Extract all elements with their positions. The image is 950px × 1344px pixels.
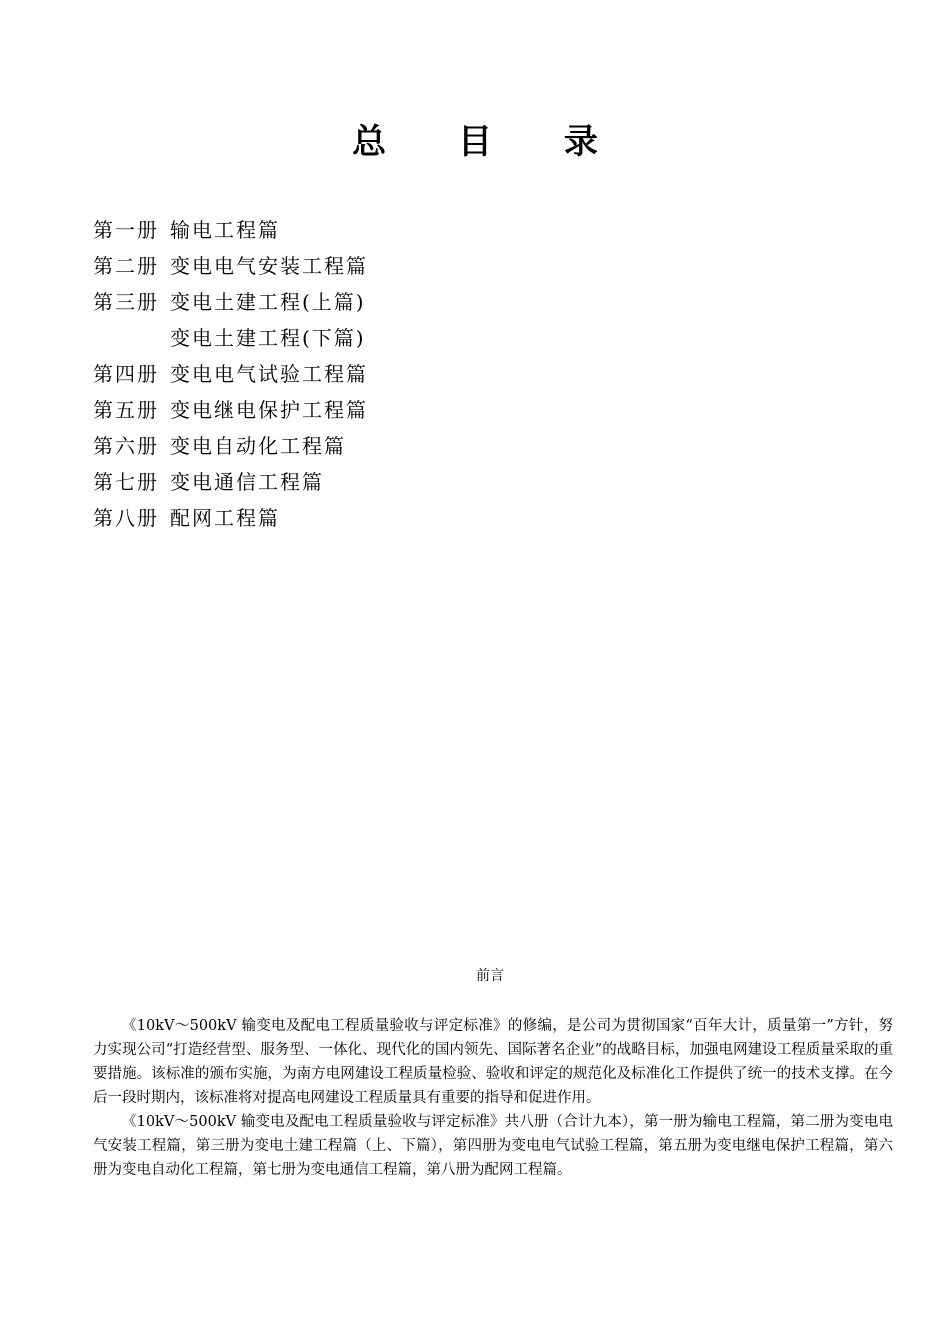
toc-entry-name: 变电土建工程(上篇) [170, 290, 366, 314]
toc-entry-volume: 第八册 [93, 506, 159, 530]
toc-entry-volume: 第一册 [93, 218, 159, 242]
toc-entry [93, 500, 693, 536]
toc-entry-name: 变电电气安装工程篇 [170, 254, 368, 278]
toc-entry-volume: 第二册 [93, 254, 159, 278]
toc-entry [93, 428, 693, 464]
toc-entry [93, 212, 693, 248]
toc-entry-name: 变电电气试验工程篇 [170, 362, 368, 386]
toc-entry-name: 配网工程篇 [170, 506, 280, 530]
toc-entry-name: 变电继电保护工程篇 [170, 398, 368, 422]
toc-entry-volume: 第三册 [93, 290, 159, 314]
toc-entry [93, 248, 693, 284]
toc-entry-name: 变电自动化工程篇 [170, 434, 346, 458]
toc-entry [93, 464, 693, 500]
preface-body [93, 1014, 893, 1182]
toc-entry-volume: 第七册 [93, 470, 159, 494]
preface-paragraph: 《10kV～500kV 输变电及配电工程质量验收与评定标准》的修编，是公司为贯彻国家“百年大计，质量第一”方针，努力实现公司“打造经营型、服务型、一体化、现代化的国内领先、国际著名企业”的战略目标，加强电网建设工程质量采取的重要措施。该标准的颁布实施，为南方电网建设工程质量检验、验收和评定的规范化及标准化工作提供了统一的技术支撑。在今后一段时期内，该标准将对提高电网建设工程质量具有重要的指导和促进作用。 [93, 1018, 893, 1106]
toc-entry-volume: 第四册 [93, 362, 159, 386]
toc-entry [93, 284, 693, 320]
toc-entry [93, 392, 693, 428]
toc-entry-name: 输电工程篇 [170, 218, 280, 242]
toc-title: 总 目 录 [352, 122, 628, 162]
toc-entry-volume: 第五册 [93, 398, 159, 422]
toc-entry-volume [93, 320, 170, 356]
toc-entry [93, 320, 693, 356]
toc-entry-name: 变电土建工程(下篇) [170, 326, 366, 350]
preface-title: 前言 [476, 968, 504, 984]
toc-entry [93, 356, 693, 392]
toc-entry-volume: 第六册 [93, 434, 159, 458]
preface-paragraph: 《10kV～500kV 输变电及配电工程质量验收与评定标准》共八册（合计九本），第一册为输电工程篇，第二册为变电电气安装工程篇，第三册为变电土建工程篇（上、下篇），第四册为变电电气试验工程篇，第五册为变电继电保护工程篇，第六册为变电自动化工程篇，第七册为变电通信工程篇，第八册为配网工程篇。 [93, 1114, 893, 1178]
toc-list [93, 212, 693, 536]
toc-entry-name: 变电通信工程篇 [170, 470, 324, 494]
